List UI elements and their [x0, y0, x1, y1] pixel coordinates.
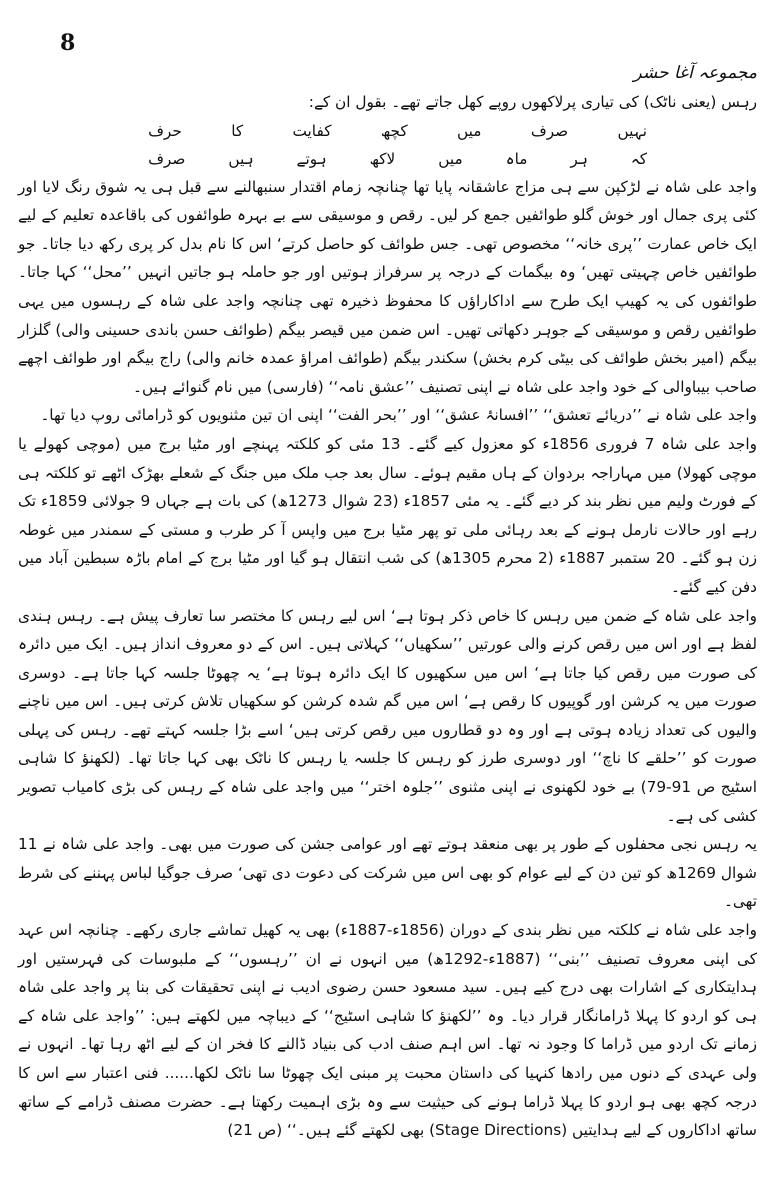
verse-word: ہر — [570, 149, 588, 168]
paragraph-rahas-intro: واجد علی شاہ کے ضمن میں رہس کا خاص ذکر ہوتا ہے‘ اس لیے رہس کا مختصر سا تعارف پیش ہے۔ رہس ہندی لفظ ہے اور اس میں رقص کرنے والی عورتیں ’’سکھیاں‘‘ کہلاتی ہیں۔ اس کے دو معروف انداز ہیں۔ ایک میں دائرہ کی صورت میں رقص کیا جاتا ہے‘ اس میں سکھیوں کا ایک دائرہ ہوتا ہے‘ یہ چھوٹا جلسہ کہا جاتا ہے۔ دوسری صورت میں یہ کرشن اور گوپیوں کا رقص ہے‘ اس میں گم شدہ کرشن کو سکھیاں تلاش کرتی ہیں۔ اس میں ناچنے والیوں کی تعداد زیادہ ہوتی ہے اور وہ دو قطاروں میں رقص کرتی ہیں‘ اسے بڑا جلسہ کہتے تھے۔ رہس کی پہلی صورت کو ’’حلقے کا ناچ‘‘ اور دوسری طرز کو رہس کا جلسہ یا رہس کا ناٹک بھی کہا جاتا تھا۔ (لکھنؤ کا شاہی اسٹیج ص 91-79) بے خود لکھنوی نے اپنی مثنوی ’’جلوہ اختر‘‘ میں واجد علی شاہ کے رہس کی بڑی کامیاب تصویر کشی کی ہے۔ — [18, 606, 757, 825]
verse-word: ماہ — [505, 149, 528, 168]
page-number: 8 — [60, 30, 76, 56]
verse-line-2 — [148, 145, 647, 173]
paragraph-masnavis: واجد علی شاہ نے ’’دریائے تعشق‘‘ ’’افسانۂ عشق‘‘ اور ’’بحر الفت‘‘ اپنی ان تین مثنویوں کو ڈرامائی روپ دیا تھا۔ — [40, 406, 757, 425]
paragraph-first-drama: واجد علی شاہ نے کلکتہ میں نظر بندی کے دوران (1856ء-1887ء) بھی یہ کھیل تماشے جاری رکھے۔ چنانچہ اس عہد کی اپنی معروف تصنیف ’’بنی‘‘ (1887ء-1292ھ) میں انہوں نے ان ’’رہسوں‘‘ کے ملبوسات کی فہرستیں اور ہدایتکاری کے اشارات بھی درج کیے ہیں۔ سید مسعود حسن رضوی ادیب نے اپنی تحقیقات کی بنا پر واجد علی شاہ ہی کو اردو کا پہلا ڈرامانگار قرار دیا۔ وہ ’’لکھنؤ کا شاہی اسٹیج‘‘ کے دیباچہ میں لکھتے ہیں: ’’واجد علی شاہ کے زمانے تک اردو میں ڈراما کا وجود نہ تھا۔ اس اہم صنف ادب کی بنیاد ڈالنے کا فخر ان کے لیے اٹھ رہا تھا۔ انہوں نے ولی عہدی کے دنوں میں رادھا کنہیا کی داستان محبت پر مبنی ایک چھوٹا سا ناٹک لکھا...... فنی اعتبار سے اس کا درجہ کچھ بھی ہو اردو کا پہلا ڈراما ہونے کی حیثیت سے وہ بڑی اہمیت رکھتا ہے۔ حضرت مصنف ڈرامے کے ساتھ ساتھ اداکاروں کے لیے ہدایتیں (Stage Directions) بھی لکھتے گئے ہیں۔‘‘ (ص 21) — [18, 921, 757, 1140]
intro-line: رہس (یعنی ناٹک) کی تیاری پرلاکھوں روپے کھل جاتے تھے۔ بقول ان کے: — [308, 93, 757, 111]
paragraph-courtesans: واجد علی شاہ نے لڑکپن سے ہی مزاج عاشقانہ پایا تھا چنانچہ زمام اقتدار سنبھالنے سے قبل ہی یہ شوق رنگ لایا اور کئی پری جمال اور خوش گلو طوائفیں جمع کر لیں۔ رقص و موسیقی سے بے بہرہ طوائفوں کی باقاعدہ تعلیم کے لیے ایک خاص عمارت ’’پری خانہ‘‘ مخصوص تھی۔ جس طوائف کو حاصل کرتے‘ اس کا نام بدل کر پری رکھ دیا جاتا۔ جو طوائفیں خاص چہیتی تھیں‘ وہ بیگمات کے درجہ پر سرفراز ہوتیں اور جو حاملہ ہو جاتیں انہیں ’’محل‘‘ کہا جاتا۔ طوائفوں کی یہ کھیپ ایک طرح سے اداکاراؤں کا محفوظ ذخیرہ تھی چنانچہ واجد علی شاہ کے رہسوں میں یہی طوائفیں رقص و موسیقی کے جوہر دکھاتی تھیں۔ اس ضمن میں قیصر بیگم (طوائف حسن باندی حسینی والی) گلزار بیگم (امیر بخش طوائف کی بیٹی کرم بخش) سکندر بیگم (طوائف امراؤ عمدہ خانم والی) راج بیگم اور طوائف اچھے صاحب بیباوالی کے خود واجد علی شاہ نے اپنی تصنیف ’’عشق نامہ‘‘ (فارسی) میں نام گنوائے ہیں۔ — [18, 177, 757, 396]
verse-word: ہیں — [228, 149, 254, 168]
verse-couplet — [18, 117, 757, 173]
verse-word: میں — [457, 121, 482, 140]
verse-word: صرف — [530, 121, 569, 140]
verse-word: ہوتے — [296, 149, 327, 168]
verse-word: میں — [438, 149, 463, 168]
verse-word: کا — [231, 121, 244, 140]
verse-word: کچھ — [380, 121, 408, 140]
body-text — [18, 88, 757, 1145]
verse-word: کفایت — [292, 121, 332, 140]
verse-word: صرف — [148, 149, 186, 168]
verse-word: لاکھ — [369, 149, 396, 168]
running-header: مجموعہ آغا حشر — [633, 63, 757, 83]
verse-word: نہیں — [617, 121, 647, 140]
paragraph-exile: واجد علی شاہ 7 فروری 1856ء کو معزول کیے گئے۔ 13 مئی کو کلکتہ پہنچے اور مٹیا برج میں (موچی کھولے یا موچی کھولا) میں مہاراجہ بردوان کے ہاں مقیم ہوئے۔ سال بعد جب ملک میں جنگ کے شعلے بھڑک اٹھے تو کلکتہ ہی کے فورٹ ولیم میں نظر بند کر دیے گئے۔ یہ مئی 1857ء (23 شوال 1273ھ) کی بات ہے جہاں 9 جولائی 1859ء تک رہے اور حالات نارمل ہونے کے بعد رہائی ملی تو پھر مٹیا برج میں واپس آ کر طرب و مستی کے سمندر میں غوطہ زن ہو گئے۔ 20 ستمبر 1887ء (2 محرم 1305ھ) کی شب انتقال ہو گیا اور مٹیا برج کے امام باڑہ سبطین آباد میں دفن کیے گئے۔ — [18, 434, 758, 596]
verse-word: حرف — [148, 121, 182, 140]
verse-line-1 — [148, 117, 647, 145]
paragraph-public-rahas: یہ رہس نجی محفلوں کے طور پر بھی منعقد ہوتے تھے اور عوامی جشن کی صورت میں بھی۔ واجد علی شاہ نے 11 شوال 1269ھ کو تین دن کے لیے عوام کو بھی اس میں شرکت کی دعوت دی تھی‘ صرف جوگیا لباس پہننے کی شرط تھی۔ — [18, 835, 758, 911]
verse-word: کہ — [630, 149, 647, 168]
